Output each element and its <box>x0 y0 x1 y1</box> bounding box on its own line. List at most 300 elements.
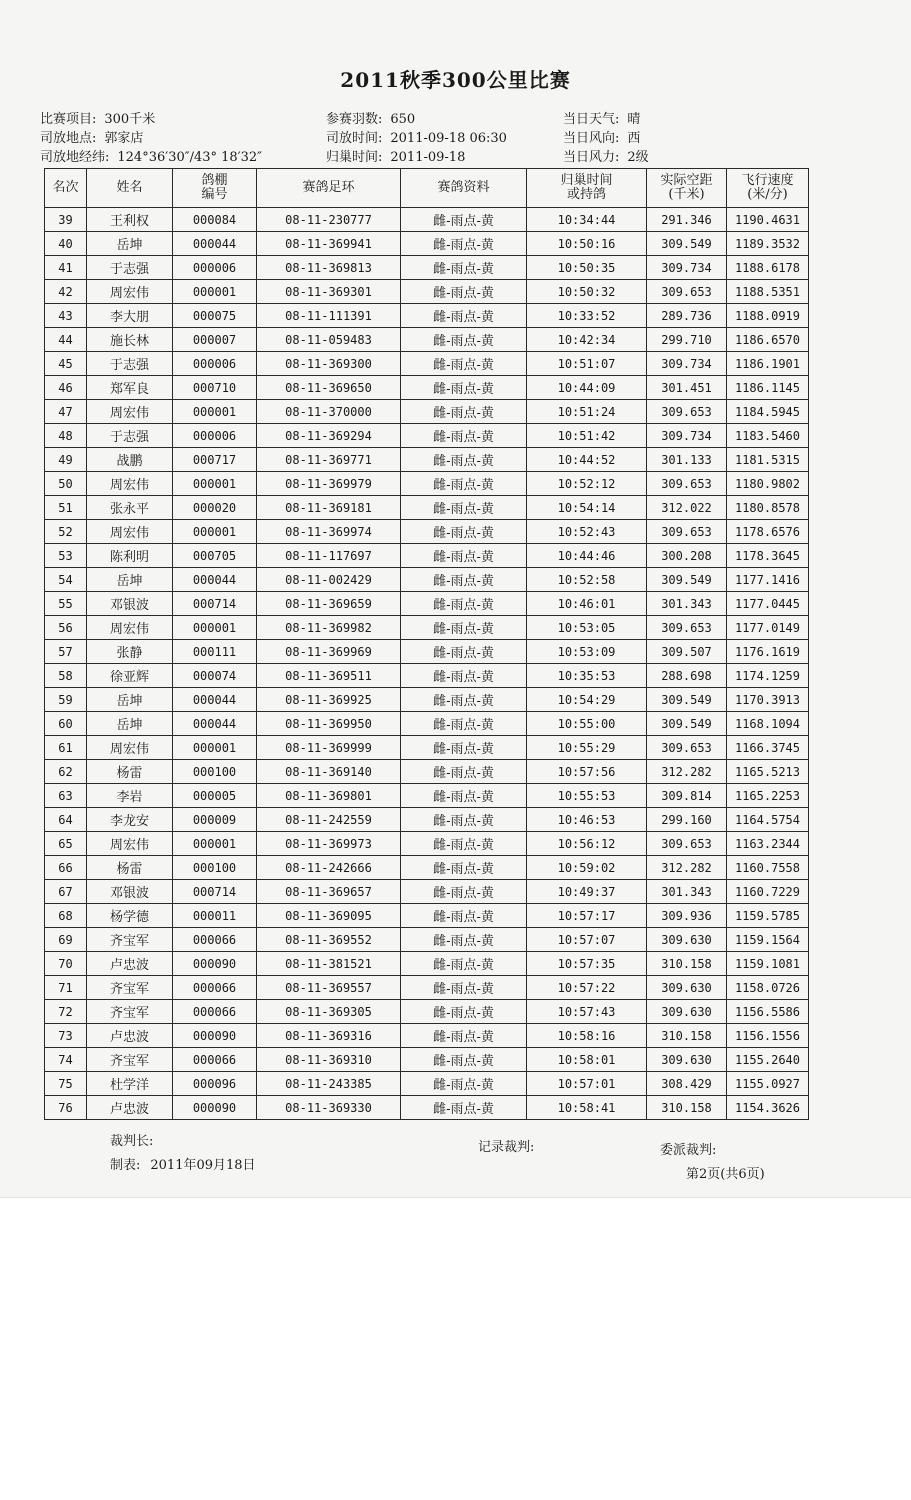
cell-name: 李岩 <box>87 784 173 808</box>
header-name: 姓名 <box>87 169 173 208</box>
cell-bird-info: 雌-雨点-黄 <box>401 712 527 736</box>
cell-loft-no: 000006 <box>173 424 257 448</box>
cell-bird-info: 雌-雨点-黄 <box>401 616 527 640</box>
cell-name: 李龙安 <box>87 808 173 832</box>
cell-speed: 1155.2640 <box>727 1048 809 1072</box>
cell-distance: 309.630 <box>647 1048 727 1072</box>
cell-loft-no: 000001 <box>173 472 257 496</box>
table-row <box>45 1000 809 1024</box>
cell-ring-no: 08-11-117697 <box>257 544 401 568</box>
table-row <box>45 856 809 880</box>
cell-bird-info: 雌-雨点-黄 <box>401 280 527 304</box>
wind-force-value: 2级 <box>627 150 649 165</box>
entries-label: 参赛羽数: <box>326 112 383 127</box>
cell-distance: 309.549 <box>647 688 727 712</box>
cell-distance: 309.653 <box>647 736 727 760</box>
cell-name: 邓银波 <box>87 880 173 904</box>
cell-arrival-time: 10:55:00 <box>527 712 647 736</box>
cell-bird-info: 雌-雨点-黄 <box>401 544 527 568</box>
cell-arrival-time: 10:49:37 <box>527 880 647 904</box>
table-row <box>45 928 809 952</box>
cell-rank: 40 <box>45 232 87 256</box>
cell-loft-no: 000011 <box>173 904 257 928</box>
cell-speed: 1176.1619 <box>727 640 809 664</box>
results-table <box>44 168 809 1120</box>
cell-distance: 309.549 <box>647 712 727 736</box>
table-body <box>45 208 809 1120</box>
cell-speed: 1188.6178 <box>727 256 809 280</box>
cell-rank: 63 <box>45 784 87 808</box>
cell-name: 徐亚辉 <box>87 664 173 688</box>
weather-label: 当日天气: <box>563 112 620 127</box>
cell-ring-no: 08-11-369330 <box>257 1096 401 1120</box>
table-row <box>45 688 809 712</box>
cell-name: 杜学洋 <box>87 1072 173 1096</box>
cell-rank: 47 <box>45 400 87 424</box>
header-ring-no: 赛鸽足环 <box>257 169 401 208</box>
cell-arrival-time: 10:53:09 <box>527 640 647 664</box>
release-time-label: 司放时间: <box>326 131 383 146</box>
cell-rank: 71 <box>45 976 87 1000</box>
cell-bird-info: 雌-雨点-黄 <box>401 592 527 616</box>
cell-loft-no: 000066 <box>173 928 257 952</box>
cell-name: 岳坤 <box>87 232 173 256</box>
cell-loft-no: 000005 <box>173 784 257 808</box>
table-row <box>45 304 809 328</box>
cell-name: 杨学德 <box>87 904 173 928</box>
header-speed: 飞行速度 (米/分) <box>727 169 809 208</box>
cell-arrival-time: 10:58:41 <box>527 1096 647 1120</box>
cell-speed: 1180.8578 <box>727 496 809 520</box>
cell-bird-info: 雌-雨点-黄 <box>401 208 527 232</box>
cell-rank: 52 <box>45 520 87 544</box>
table-row <box>45 880 809 904</box>
cell-name: 周宏伟 <box>87 736 173 760</box>
table-row <box>45 712 809 736</box>
cell-rank: 66 <box>45 856 87 880</box>
cell-name: 张永平 <box>87 496 173 520</box>
cell-rank: 70 <box>45 952 87 976</box>
cell-arrival-time: 10:34:44 <box>527 208 647 232</box>
cell-distance: 310.158 <box>647 1024 727 1048</box>
cell-loft-no: 000090 <box>173 1096 257 1120</box>
cell-loft-no: 000074 <box>173 664 257 688</box>
cell-rank: 50 <box>45 472 87 496</box>
cell-loft-no: 000066 <box>173 1000 257 1024</box>
cell-arrival-time: 10:44:46 <box>527 544 647 568</box>
cell-distance: 312.022 <box>647 496 727 520</box>
table-row <box>45 664 809 688</box>
table-row <box>45 280 809 304</box>
cell-loft-no: 000007 <box>173 328 257 352</box>
cell-bird-info: 雌-雨点-黄 <box>401 424 527 448</box>
prepared-label: 制表: <box>110 1158 141 1173</box>
cell-name: 杨雷 <box>87 760 173 784</box>
cell-distance: 309.734 <box>647 424 727 448</box>
cell-name: 齐宝军 <box>87 976 173 1000</box>
cell-bird-info: 雌-雨点-黄 <box>401 904 527 928</box>
cell-bird-info: 雌-雨点-黄 <box>401 856 527 880</box>
cell-arrival-time: 10:33:52 <box>527 304 647 328</box>
cell-arrival-time: 10:57:56 <box>527 760 647 784</box>
table-row <box>45 808 809 832</box>
release-place-value: 郭家店 <box>104 131 144 146</box>
cell-ring-no: 08-11-230777 <box>257 208 401 232</box>
cell-ring-no: 08-11-369316 <box>257 1024 401 1048</box>
cell-speed: 1170.3913 <box>727 688 809 712</box>
cell-speed: 1160.7558 <box>727 856 809 880</box>
cell-arrival-time: 10:57:22 <box>527 976 647 1000</box>
cell-arrival-time: 10:58:16 <box>527 1024 647 1048</box>
cell-rank: 58 <box>45 664 87 688</box>
cell-speed: 1159.1081 <box>727 952 809 976</box>
cell-rank: 56 <box>45 616 87 640</box>
cell-bird-info: 雌-雨点-黄 <box>401 976 527 1000</box>
cell-ring-no: 08-11-381521 <box>257 952 401 976</box>
table-row <box>45 448 809 472</box>
release-time <box>326 129 507 148</box>
cell-distance: 309.653 <box>647 832 727 856</box>
cell-loft-no: 000714 <box>173 880 257 904</box>
cell-name: 岳坤 <box>87 688 173 712</box>
cell-bird-info: 雌-雨点-黄 <box>401 568 527 592</box>
cell-rank: 69 <box>45 928 87 952</box>
release-coords <box>40 148 262 167</box>
cell-speed: 1177.0445 <box>727 592 809 616</box>
cell-name: 王利权 <box>87 208 173 232</box>
table-row <box>45 832 809 856</box>
cell-speed: 1188.5351 <box>727 280 809 304</box>
cell-speed: 1166.3745 <box>727 736 809 760</box>
cell-name: 周宏伟 <box>87 280 173 304</box>
cell-distance: 291.346 <box>647 208 727 232</box>
cell-speed: 1190.4631 <box>727 208 809 232</box>
cell-loft-no: 000710 <box>173 376 257 400</box>
cell-loft-no: 000001 <box>173 280 257 304</box>
cell-name: 卢忠波 <box>87 1024 173 1048</box>
cell-distance: 309.630 <box>647 928 727 952</box>
cell-bird-info: 雌-雨点-黄 <box>401 736 527 760</box>
header-rank: 名次 <box>45 169 87 208</box>
cell-loft-no: 000705 <box>173 544 257 568</box>
cell-bird-info: 雌-雨点-黄 <box>401 1096 527 1120</box>
table-row <box>45 496 809 520</box>
return-time <box>326 148 465 167</box>
cell-distance: 310.158 <box>647 1096 727 1120</box>
wind-direction-value: 西 <box>627 131 641 146</box>
cell-name: 于志强 <box>87 424 173 448</box>
cell-loft-no: 000096 <box>173 1072 257 1096</box>
cell-loft-no: 000066 <box>173 1048 257 1072</box>
cell-rank: 65 <box>45 832 87 856</box>
table-row <box>45 592 809 616</box>
table-row <box>45 1096 809 1120</box>
cell-distance: 301.451 <box>647 376 727 400</box>
cell-ring-no: 08-11-369511 <box>257 664 401 688</box>
cell-rank: 62 <box>45 760 87 784</box>
cell-arrival-time: 10:54:14 <box>527 496 647 520</box>
weather <box>563 110 640 129</box>
cell-arrival-time: 10:59:02 <box>527 856 647 880</box>
cell-name: 李大朋 <box>87 304 173 328</box>
cell-speed: 1164.5754 <box>727 808 809 832</box>
table-row <box>45 952 809 976</box>
wind-force-label: 当日风力: <box>563 150 620 165</box>
release-time-value: 2011-09-18 06:30 <box>390 131 507 146</box>
cell-speed: 1156.5586 <box>727 1000 809 1024</box>
table-row <box>45 232 809 256</box>
cell-ring-no: 08-11-369973 <box>257 832 401 856</box>
cell-distance: 309.630 <box>647 976 727 1000</box>
table-row <box>45 760 809 784</box>
wind-direction-label: 当日风向: <box>563 131 620 146</box>
cell-arrival-time: 10:54:29 <box>527 688 647 712</box>
cell-distance: 309.814 <box>647 784 727 808</box>
cell-distance: 309.653 <box>647 472 727 496</box>
cell-loft-no: 000044 <box>173 688 257 712</box>
cell-loft-no: 000044 <box>173 232 257 256</box>
cell-rank: 61 <box>45 736 87 760</box>
cell-loft-no: 000006 <box>173 352 257 376</box>
cell-rank: 45 <box>45 352 87 376</box>
weather-value: 晴 <box>627 112 641 127</box>
cell-ring-no: 08-11-369557 <box>257 976 401 1000</box>
cell-rank: 68 <box>45 904 87 928</box>
cell-speed: 1186.6570 <box>727 328 809 352</box>
cell-speed: 1177.0149 <box>727 616 809 640</box>
cell-ring-no: 08-11-369310 <box>257 1048 401 1072</box>
cell-name: 于志强 <box>87 352 173 376</box>
cell-speed: 1158.0726 <box>727 976 809 1000</box>
cell-ring-no: 08-11-243385 <box>257 1072 401 1096</box>
cell-loft-no: 000084 <box>173 208 257 232</box>
cell-name: 杨雷 <box>87 856 173 880</box>
cell-distance: 309.653 <box>647 520 727 544</box>
cell-bird-info: 雌-雨点-黄 <box>401 928 527 952</box>
page-number: 第2页(共6页) <box>686 1167 765 1182</box>
cell-distance: 309.653 <box>647 400 727 424</box>
release-place-label: 司放地点: <box>40 131 97 146</box>
assigned-judge-label: 委派裁判: <box>660 1143 717 1158</box>
chief-judge-label: 裁判长: <box>110 1134 154 1149</box>
cell-ring-no: 08-11-369979 <box>257 472 401 496</box>
entries <box>326 110 415 129</box>
cell-loft-no: 000090 <box>173 1024 257 1048</box>
cell-bird-info: 雌-雨点-黄 <box>401 496 527 520</box>
cell-distance: 309.630 <box>647 1000 727 1024</box>
cell-distance: 301.343 <box>647 880 727 904</box>
cell-rank: 48 <box>45 424 87 448</box>
coords-label: 司放地经纬: <box>40 150 110 165</box>
cell-ring-no: 08-11-369969 <box>257 640 401 664</box>
cell-ring-no: 08-11-369095 <box>257 904 401 928</box>
cell-loft-no: 000100 <box>173 856 257 880</box>
cell-loft-no: 000001 <box>173 616 257 640</box>
cell-rank: 60 <box>45 712 87 736</box>
cell-bird-info: 雌-雨点-黄 <box>401 448 527 472</box>
coords-value: 124°36′30″/43° 18′32″ <box>117 150 263 165</box>
cell-loft-no: 000090 <box>173 952 257 976</box>
cell-distance: 301.343 <box>647 592 727 616</box>
table-row <box>45 472 809 496</box>
cell-bird-info: 雌-雨点-黄 <box>401 784 527 808</box>
header-arrival-time: 归巢时间 或持鸽 <box>527 169 647 208</box>
cell-speed: 1186.1145 <box>727 376 809 400</box>
cell-speed: 1168.1094 <box>727 712 809 736</box>
return-time-value: 2011-09-18 <box>390 150 466 165</box>
cell-ring-no: 08-11-369650 <box>257 376 401 400</box>
cell-name: 周宏伟 <box>87 400 173 424</box>
cell-ring-no: 08-11-369301 <box>257 280 401 304</box>
cell-speed: 1189.3532 <box>727 232 809 256</box>
cell-bird-info: 雌-雨点-黄 <box>401 664 527 688</box>
cell-rank: 59 <box>45 688 87 712</box>
table-row <box>45 376 809 400</box>
cell-rank: 54 <box>45 568 87 592</box>
cell-bird-info: 雌-雨点-黄 <box>401 376 527 400</box>
cell-ring-no: 08-11-369181 <box>257 496 401 520</box>
table-row <box>45 544 809 568</box>
table-row <box>45 208 809 232</box>
cell-distance: 309.653 <box>647 616 727 640</box>
cell-arrival-time: 10:58:01 <box>527 1048 647 1072</box>
cell-arrival-time: 10:50:32 <box>527 280 647 304</box>
cell-bird-info: 雌-雨点-黄 <box>401 400 527 424</box>
cell-rank: 51 <box>45 496 87 520</box>
cell-bird-info: 雌-雨点-黄 <box>401 688 527 712</box>
cell-speed: 1177.1416 <box>727 568 809 592</box>
cell-distance: 299.710 <box>647 328 727 352</box>
cell-speed: 1178.6576 <box>727 520 809 544</box>
cell-speed: 1155.0927 <box>727 1072 809 1096</box>
cell-loft-no: 000001 <box>173 736 257 760</box>
cell-ring-no: 08-11-369999 <box>257 736 401 760</box>
cell-distance: 301.133 <box>647 448 727 472</box>
prepared-by <box>110 1154 256 1173</box>
cell-ring-no: 08-11-369771 <box>257 448 401 472</box>
table-row <box>45 568 809 592</box>
table-row <box>45 256 809 280</box>
cell-speed: 1160.7229 <box>727 880 809 904</box>
table-row <box>45 400 809 424</box>
race-item-value: 300千米 <box>104 112 156 127</box>
cell-rank: 53 <box>45 544 87 568</box>
cell-bird-info: 雌-雨点-黄 <box>401 952 527 976</box>
return-time-label: 归巢时间: <box>326 150 383 165</box>
cell-arrival-time: 10:55:53 <box>527 784 647 808</box>
cell-ring-no: 08-11-059483 <box>257 328 401 352</box>
table-row <box>45 520 809 544</box>
cell-bird-info: 雌-雨点-黄 <box>401 328 527 352</box>
cell-bird-info: 雌-雨点-黄 <box>401 472 527 496</box>
table-row <box>45 1024 809 1048</box>
cell-name: 齐宝军 <box>87 1000 173 1024</box>
table-row <box>45 976 809 1000</box>
cell-rank: 67 <box>45 880 87 904</box>
cell-distance: 309.507 <box>647 640 727 664</box>
cell-ring-no: 08-11-002429 <box>257 568 401 592</box>
cell-ring-no: 08-11-369801 <box>257 784 401 808</box>
cell-name: 郑军良 <box>87 376 173 400</box>
cell-bird-info: 雌-雨点-黄 <box>401 808 527 832</box>
cell-distance: 312.282 <box>647 856 727 880</box>
cell-distance: 308.429 <box>647 1072 727 1096</box>
record-judge-label: 记录裁判: <box>478 1140 535 1155</box>
cell-arrival-time: 10:42:34 <box>527 328 647 352</box>
table-row <box>45 1072 809 1096</box>
cell-rank: 42 <box>45 280 87 304</box>
cell-bird-info: 雌-雨点-黄 <box>401 880 527 904</box>
cell-speed: 1184.5945 <box>727 400 809 424</box>
cell-rank: 74 <box>45 1048 87 1072</box>
cell-distance: 309.734 <box>647 256 727 280</box>
cell-arrival-time: 10:44:09 <box>527 376 647 400</box>
cell-name: 周宏伟 <box>87 832 173 856</box>
cell-speed: 1180.9802 <box>727 472 809 496</box>
cell-distance: 312.282 <box>647 760 727 784</box>
header-row <box>45 169 809 208</box>
cell-arrival-time: 10:56:12 <box>527 832 647 856</box>
cell-loft-no: 000066 <box>173 976 257 1000</box>
cell-rank: 72 <box>45 1000 87 1024</box>
cell-name: 岳坤 <box>87 568 173 592</box>
cell-arrival-time: 10:52:58 <box>527 568 647 592</box>
cell-rank: 73 <box>45 1024 87 1048</box>
table-header <box>45 169 809 208</box>
cell-rank: 75 <box>45 1072 87 1096</box>
cell-ring-no: 08-11-369657 <box>257 880 401 904</box>
cell-name: 陈利明 <box>87 544 173 568</box>
cell-speed: 1159.5785 <box>727 904 809 928</box>
wind-force <box>563 148 649 167</box>
wind-direction <box>563 129 640 148</box>
cell-bird-info: 雌-雨点-黄 <box>401 1000 527 1024</box>
cell-speed: 1163.2344 <box>727 832 809 856</box>
cell-arrival-time: 10:52:43 <box>527 520 647 544</box>
cell-rank: 41 <box>45 256 87 280</box>
cell-name: 周宏伟 <box>87 472 173 496</box>
cell-bird-info: 雌-雨点-黄 <box>401 304 527 328</box>
cell-bird-info: 雌-雨点-黄 <box>401 832 527 856</box>
cell-loft-no: 000001 <box>173 520 257 544</box>
cell-ring-no: 08-11-369300 <box>257 352 401 376</box>
cell-ring-no: 08-11-369294 <box>257 424 401 448</box>
cell-loft-no: 000001 <box>173 400 257 424</box>
cell-speed: 1174.1259 <box>727 664 809 688</box>
table-row <box>45 424 809 448</box>
cell-speed: 1156.1556 <box>727 1024 809 1048</box>
table-row <box>45 784 809 808</box>
table-row <box>45 736 809 760</box>
cell-arrival-time: 10:35:53 <box>527 664 647 688</box>
cell-loft-no: 000044 <box>173 568 257 592</box>
cell-arrival-time: 10:57:17 <box>527 904 647 928</box>
cell-distance: 289.736 <box>647 304 727 328</box>
header-loft-no: 鸽棚 编号 <box>173 169 257 208</box>
cell-arrival-time: 10:57:35 <box>527 952 647 976</box>
cell-ring-no: 08-11-369552 <box>257 928 401 952</box>
cell-distance: 288.698 <box>647 664 727 688</box>
cell-ring-no: 08-11-370000 <box>257 400 401 424</box>
entries-value: 650 <box>390 112 416 127</box>
cell-arrival-time: 10:57:07 <box>527 928 647 952</box>
cell-speed: 1154.3626 <box>727 1096 809 1120</box>
cell-speed: 1183.5460 <box>727 424 809 448</box>
cell-arrival-time: 10:51:24 <box>527 400 647 424</box>
cell-bird-info: 雌-雨点-黄 <box>401 1024 527 1048</box>
cell-rank: 39 <box>45 208 87 232</box>
cell-name: 齐宝军 <box>87 1048 173 1072</box>
